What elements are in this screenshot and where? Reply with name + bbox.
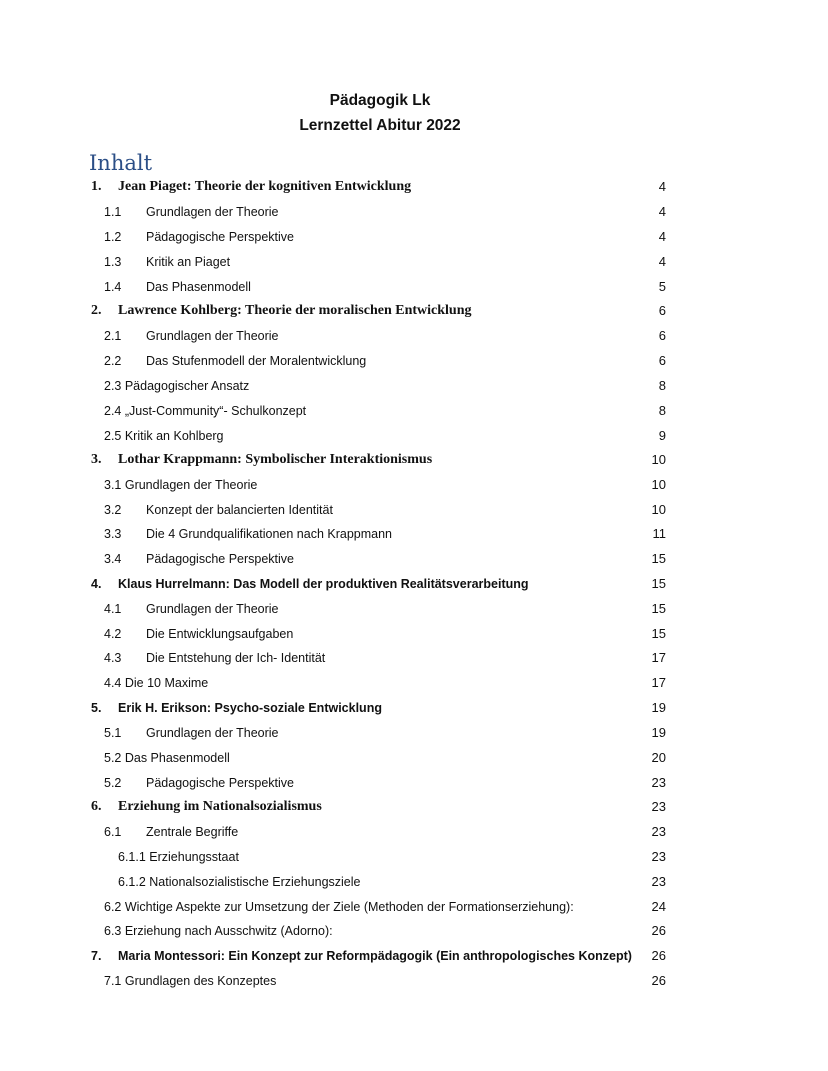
toc-number: 4. bbox=[91, 577, 102, 591]
toc-number: 1.3 bbox=[104, 255, 122, 269]
toc-number: 4.1 bbox=[104, 602, 122, 616]
toc-page: 6 bbox=[658, 303, 666, 318]
toc-page: 23 bbox=[651, 874, 666, 889]
toc-number: 2.2 bbox=[104, 354, 122, 368]
toc-page: 6 bbox=[658, 353, 666, 368]
toc-label: Lothar Krappmann: Symbolischer Interaktionismus bbox=[118, 452, 433, 467]
toc-label: Jean Piaget: Theorie der kognitiven Entwicklung bbox=[118, 179, 412, 194]
toc-label: Grundlagen der Theorie bbox=[146, 205, 279, 219]
toc-page: 4 bbox=[658, 229, 666, 244]
toc-page: 8 bbox=[658, 378, 666, 393]
toc-number: 5.2 bbox=[104, 776, 122, 790]
toc-label: Konzept der balancierten Identität bbox=[146, 503, 333, 517]
toc-label: 2.4 „Just-Community“- Schulkonzept bbox=[104, 404, 307, 418]
toc-label: 6.1.2 Nationalsozialistische Erziehungsziele bbox=[118, 875, 361, 889]
toc-entry[interactable] bbox=[0, 326, 828, 350]
toc-label: 4.4 Die 10 Maxime bbox=[104, 676, 209, 690]
toc-entry[interactable] bbox=[0, 599, 828, 623]
toc-page: 17 bbox=[651, 675, 666, 690]
toc-entry[interactable] bbox=[0, 897, 828, 921]
toc-page: 20 bbox=[651, 750, 666, 765]
toc-label: Pädagogische Perspektive bbox=[146, 230, 295, 244]
toc-entry[interactable] bbox=[0, 252, 828, 276]
toc-entry-chapter[interactable] bbox=[0, 450, 828, 474]
toc-entry[interactable] bbox=[0, 277, 828, 301]
toc-label: 2.3 Pädagogischer Ansatz bbox=[104, 379, 250, 393]
toc-label: Pädagogische Perspektive bbox=[146, 552, 295, 566]
toc-number: 5.1 bbox=[104, 726, 122, 740]
toc-entry[interactable] bbox=[0, 971, 828, 995]
toc-page: 6 bbox=[658, 328, 666, 343]
toc-label: Klaus Hurrelmann: Das Modell der produktiven Realitätsverarbeitung bbox=[118, 577, 529, 591]
toc-entry[interactable] bbox=[0, 351, 828, 375]
toc-page: 4 bbox=[658, 179, 666, 194]
toc-entry-chapter[interactable] bbox=[0, 301, 828, 325]
toc-number: 6.1 bbox=[104, 825, 122, 839]
toc-entry[interactable] bbox=[0, 227, 828, 251]
toc-entry-chapter[interactable] bbox=[0, 946, 828, 970]
toc-label: Lawrence Kohlberg: Theorie der moralischen Entwicklung bbox=[118, 303, 472, 318]
toc-entry[interactable] bbox=[0, 822, 828, 846]
toc-entry[interactable] bbox=[0, 872, 828, 896]
toc-page: 17 bbox=[651, 650, 666, 665]
toc-page: 24 bbox=[651, 899, 666, 914]
toc-entry-chapter[interactable] bbox=[0, 797, 828, 821]
toc-entry-chapter[interactable] bbox=[0, 177, 828, 201]
toc-label: 6.3 Erziehung nach Ausschwitz (Adorno): bbox=[104, 924, 333, 938]
toc-label: 6.2 Wichtige Aspekte zur Umsetzung der Ziele (Methoden der Formationserziehung): bbox=[104, 900, 574, 914]
toc-label: Die Entwicklungsaufgaben bbox=[146, 627, 294, 641]
toc-label: 6.1.1 Erziehungsstaat bbox=[118, 850, 239, 864]
toc-label: Kritik an Piaget bbox=[146, 255, 231, 269]
toc-entry[interactable] bbox=[0, 624, 828, 648]
toc-label: Pädagogische Perspektive bbox=[146, 776, 295, 790]
toc-label: Erziehung im Nationalsozialismus bbox=[118, 799, 322, 814]
toc-number: 3.2 bbox=[104, 503, 122, 517]
toc-label: Grundlagen der Theorie bbox=[146, 726, 279, 740]
toc-label: 7.1 Grundlagen des Konzeptes bbox=[104, 974, 277, 988]
toc-page: 10 bbox=[651, 452, 666, 467]
toc-entry[interactable] bbox=[0, 773, 828, 797]
toc-label: 3.1 Grundlagen der Theorie bbox=[104, 478, 258, 492]
toc-number: 1.1 bbox=[104, 205, 122, 219]
toc-page: 26 bbox=[651, 973, 666, 988]
toc-page: 15 bbox=[651, 551, 666, 566]
toc-entry[interactable] bbox=[0, 401, 828, 425]
toc-label: Die 4 Grundqualifikationen nach Krappmann bbox=[146, 527, 392, 541]
toc-page: 10 bbox=[651, 477, 666, 492]
toc-page: 4 bbox=[658, 204, 666, 219]
toc-number: 1.4 bbox=[104, 280, 122, 294]
toc-number: 6. bbox=[91, 799, 102, 814]
toc-number: 7. bbox=[91, 949, 102, 963]
toc-page: 5 bbox=[658, 279, 666, 294]
toc-entry[interactable] bbox=[0, 648, 828, 672]
toc-page: 26 bbox=[651, 923, 666, 938]
toc-entry[interactable] bbox=[0, 723, 828, 747]
toc-entry[interactable] bbox=[0, 847, 828, 871]
toc-entry[interactable] bbox=[0, 748, 828, 772]
toc-entry[interactable] bbox=[0, 549, 828, 573]
toc-entry[interactable] bbox=[0, 202, 828, 226]
document-subtitle: Lernzettel Abitur 2022 bbox=[299, 117, 461, 134]
toc-label: 5.2 Das Phasenmodell bbox=[104, 751, 230, 765]
toc-entry[interactable] bbox=[0, 500, 828, 524]
toc-page: 4 bbox=[658, 254, 666, 269]
toc-label: Die Entstehung der Ich- Identität bbox=[146, 651, 326, 665]
toc-page: 23 bbox=[651, 824, 666, 839]
toc-number: 3. bbox=[91, 452, 102, 467]
toc-number: 3.3 bbox=[104, 527, 122, 541]
toc-label: Grundlagen der Theorie bbox=[146, 602, 279, 616]
toc-heading: Inhalt bbox=[89, 151, 153, 175]
toc-page: 19 bbox=[651, 700, 666, 715]
toc-entry-chapter[interactable] bbox=[0, 698, 828, 722]
toc-entry[interactable] bbox=[0, 426, 828, 450]
toc-number: 4.2 bbox=[104, 627, 122, 641]
document-title: Pädagogik Lk bbox=[329, 92, 431, 109]
toc-label: Grundlagen der Theorie bbox=[146, 329, 279, 343]
toc-label: Das Phasenmodell bbox=[146, 280, 251, 294]
toc-page: 8 bbox=[658, 403, 666, 418]
toc-page: 23 bbox=[651, 799, 666, 814]
toc-number: 2.1 bbox=[104, 329, 122, 343]
toc-page: 15 bbox=[651, 626, 666, 641]
toc-number: 1.2 bbox=[104, 230, 122, 244]
toc-number: 5. bbox=[91, 701, 102, 715]
toc-label: Erik H. Erikson: Psycho-soziale Entwicklung bbox=[118, 701, 382, 715]
toc-entry[interactable] bbox=[0, 921, 828, 945]
toc-page: 15 bbox=[651, 576, 666, 591]
toc-label: 2.5 Kritik an Kohlberg bbox=[104, 429, 224, 443]
toc-number: 2. bbox=[91, 303, 102, 318]
toc-label: Zentrale Begriffe bbox=[146, 825, 239, 839]
toc-page: 10 bbox=[651, 502, 666, 517]
toc-number: 3.4 bbox=[104, 552, 122, 566]
toc-entry[interactable] bbox=[0, 475, 828, 499]
toc-page: 11 bbox=[652, 526, 666, 541]
toc-label: Maria Montessori: Ein Konzept zur Reformpädagogik (Ein anthropologisches Konzept) bbox=[118, 949, 632, 963]
toc-page: 15 bbox=[651, 601, 666, 616]
toc-entry[interactable] bbox=[0, 376, 828, 400]
toc-entry[interactable] bbox=[0, 673, 828, 697]
toc-page: 23 bbox=[651, 849, 666, 864]
toc-entry[interactable] bbox=[0, 524, 828, 548]
toc-page: 9 bbox=[658, 428, 666, 443]
toc-page: 19 bbox=[651, 725, 666, 740]
toc-number: 1. bbox=[91, 179, 102, 194]
toc-number: 4.3 bbox=[104, 651, 122, 665]
toc-page: 26 bbox=[651, 948, 666, 963]
toc-page: 23 bbox=[651, 775, 666, 790]
toc-entry-chapter[interactable] bbox=[0, 574, 828, 598]
toc-label: Das Stufenmodell der Moralentwicklung bbox=[146, 354, 367, 368]
